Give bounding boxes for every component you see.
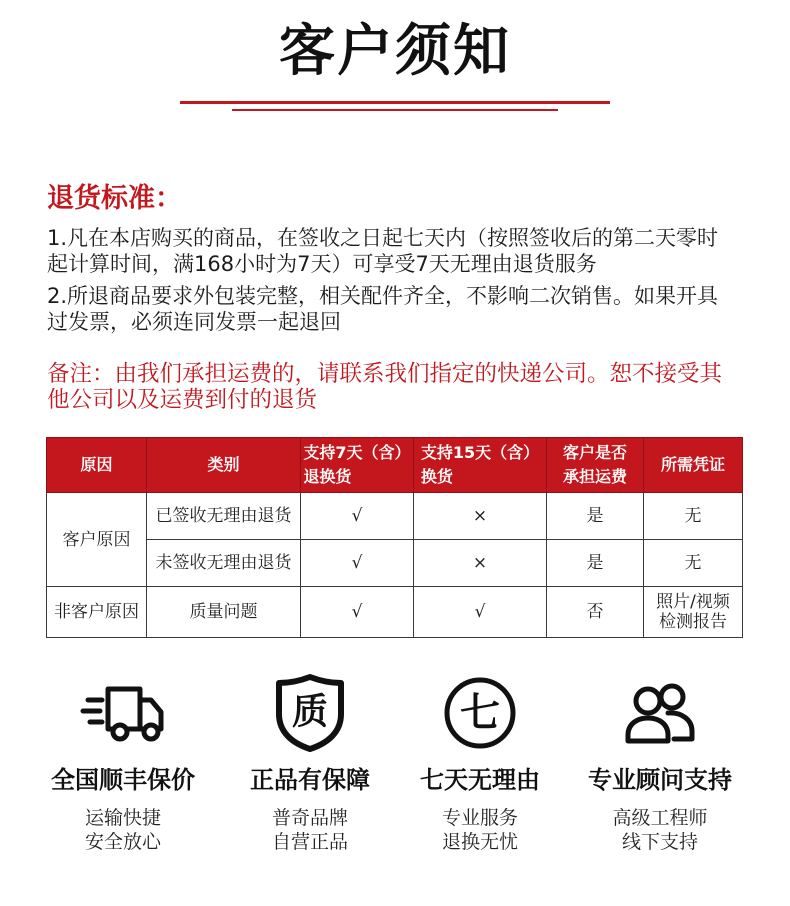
header-required-proof: [644, 438, 743, 493]
proof-cell: [644, 540, 743, 587]
proof-cell: [644, 587, 743, 638]
feature-line: 普奇品牌: [271, 807, 348, 829]
proof-cell: [644, 493, 743, 540]
truck-icon: [80, 683, 166, 743]
feature-title: 全国顺丰保价: [51, 766, 195, 794]
paragraph-line: 2.所退商品要求外包装完整，相关配件齐全，不影响二次销售。如果开具: [47, 284, 719, 308]
shipping-paid-cell: 否: [547, 587, 644, 638]
reason-cell: 非客户原因: [47, 587, 147, 638]
seven-circle-icon: [443, 676, 517, 750]
note-line: 备注：由我们承担运费的，请联系我们指定的快递公司。恕不接受其: [47, 361, 723, 387]
feature-icon-wrap: [220, 672, 400, 754]
feature-description: [570, 806, 750, 854]
note-line: 他公司以及运费到付的退货: [47, 387, 318, 413]
shipping-paid-cell: 是: [547, 540, 644, 587]
title-underline-long: [180, 101, 610, 104]
paragraph-line: 1.凡在本店购买的商品，在签收之日起七天内（按照签收后的第二天零时: [47, 226, 719, 250]
feature-expert-support: [570, 672, 750, 854]
header-label: 支持7天（含）: [303, 443, 411, 462]
feature-line: 线下支持: [621, 831, 698, 853]
header-label: 原因: [80, 455, 113, 474]
table-row: [47, 540, 743, 587]
feature-line: 高级工程师: [612, 807, 708, 829]
exchange-15-day-cell: ×: [414, 540, 547, 587]
header-15-day-exchange: [414, 438, 547, 493]
table-row: [47, 587, 743, 638]
table-row: [47, 493, 743, 540]
header-label: 支持15天（含）: [420, 443, 540, 462]
paragraph-line: 过发票，必须连同发票一起退回: [47, 310, 341, 334]
feature-authentic-guarantee: [220, 672, 400, 854]
shipping-paid-cell: 是: [547, 493, 644, 540]
shipping-note: [47, 361, 767, 413]
page-title: 客户须知: [279, 19, 511, 84]
feature-line: 安全放心: [84, 831, 161, 853]
header-reason: [47, 438, 147, 493]
feature-title: 专业顾问支持: [588, 766, 732, 794]
feature-seven-day-return: [390, 672, 570, 854]
return-policy-table: [46, 437, 743, 638]
proof-line: 照片/视频: [656, 592, 730, 612]
header-label: 所需凭证: [660, 455, 725, 474]
return-rule-1: [47, 225, 767, 277]
feature-description: [220, 806, 400, 854]
feature-shipping-insured: [33, 672, 213, 854]
feature-title: 七天无理由: [420, 766, 540, 794]
feature-icon-wrap: [33, 672, 213, 754]
shield-glyph: 质: [291, 691, 329, 733]
header-label: 客户是否: [562, 443, 627, 462]
header-label: 类别: [207, 455, 240, 474]
feature-line: 退换无忧: [441, 831, 518, 853]
feature-line: 自营正品: [271, 831, 348, 853]
header-label: 退换货: [303, 467, 352, 486]
header-label: 承担运费: [562, 467, 627, 486]
header-category: [147, 438, 301, 493]
header-7-day-return: [301, 438, 414, 493]
proof-line: 无: [684, 553, 702, 573]
category-cell: 已签收无理由退货: [147, 493, 301, 540]
return-7-day-cell: √: [301, 587, 414, 638]
feature-icon-wrap: [570, 672, 750, 754]
header-label: 换货: [420, 467, 453, 486]
proof-line: 无: [684, 506, 702, 526]
users-icon: [624, 681, 696, 745]
proof-line: 检测报告: [659, 612, 727, 632]
header-customer-pays-shipping: [547, 438, 644, 493]
feature-description: [390, 806, 570, 854]
exchange-15-day-cell: ×: [414, 493, 547, 540]
feature-line: 专业服务: [441, 807, 518, 829]
return-7-day-cell: √: [301, 540, 414, 587]
feature-description: [33, 806, 213, 854]
shield-icon: [274, 674, 346, 752]
feature-icon-wrap: [390, 672, 570, 754]
title-underline-short: [232, 109, 558, 111]
paragraph-line: 起计算时间，满168小时为7天）可享受7天无理由退货服务: [47, 252, 597, 276]
feature-line: 运输快捷: [84, 807, 161, 829]
return-7-day-cell: √: [301, 493, 414, 540]
category-cell: 未签收无理由退货: [147, 540, 301, 587]
return-rule-2: [47, 283, 767, 335]
category-cell: 质量问题: [147, 587, 301, 638]
reason-cell: 客户原因: [47, 493, 147, 587]
table-header-row: [47, 438, 743, 493]
return-standard-heading: 退货标准：: [47, 183, 182, 214]
circle-glyph: 七: [460, 690, 500, 736]
feature-title: 正品有保障: [250, 766, 370, 794]
exchange-15-day-cell: √: [414, 587, 547, 638]
